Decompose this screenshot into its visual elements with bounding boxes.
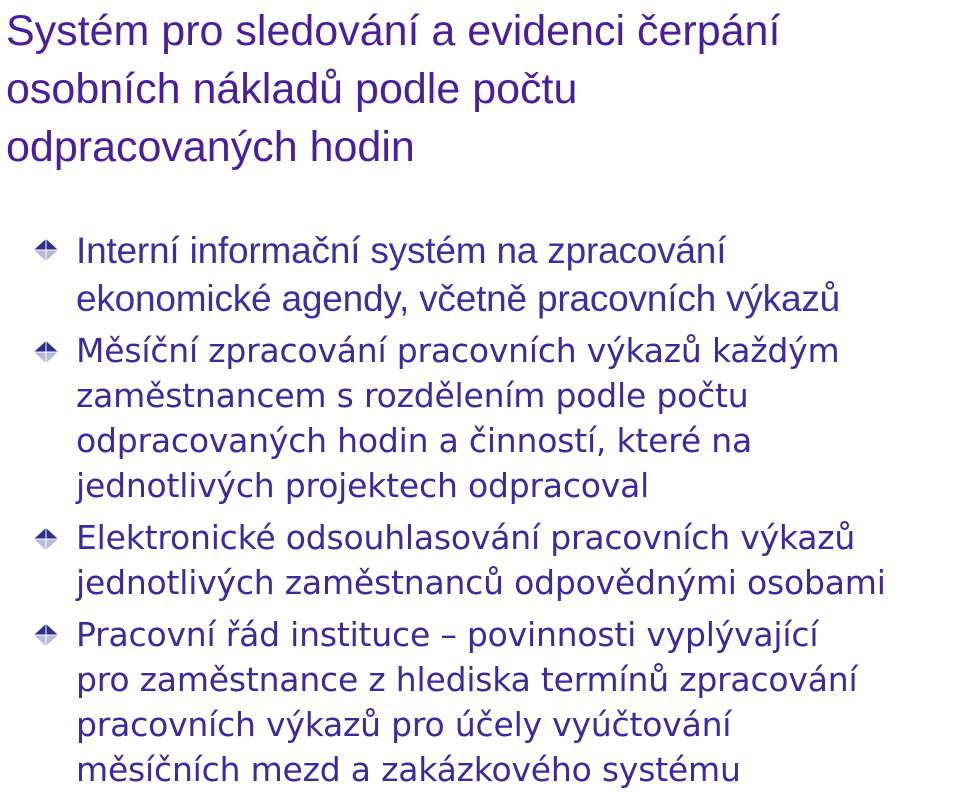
diamond-bullet-icon [33, 527, 59, 551]
bullet-text [76, 515, 886, 605]
bullet-line: pracovních výkazů pro účely vyúčtování [76, 705, 732, 744]
slide-title [6, 2, 946, 176]
bullet-line: jednotlivých zaměstnanců odpovědnými osobami [76, 563, 886, 602]
bullet-line: měsíčních mezd a zakázkového systému [76, 750, 741, 789]
bullet-line: jednotlivých projektech odpracoval [76, 466, 650, 505]
bullet-line: odpracovaných hodin a činností, které na [76, 421, 753, 460]
title-line-1: Systém pro sledování a evidenci čerpání [6, 7, 781, 55]
title-line-2: osobních nákladů podle počtu [6, 65, 578, 113]
bullet-line: Interní informační systém na zpracování [76, 230, 727, 271]
bullet-line: zaměstnancem s rozdělením podle počtu [76, 376, 749, 415]
title-line-3: odpracovaných hodin [6, 123, 415, 171]
diamond-bullet-icon [33, 623, 59, 647]
diamond-bullet-icon [33, 238, 59, 262]
bullet-text [76, 227, 840, 323]
bullet-line: pro zaměstnance z hlediska termínů zpracování [76, 660, 858, 699]
diamond-bullet-icon [33, 340, 59, 364]
bullet-text [76, 328, 839, 508]
bullet-line: Elektronické odsouhlasování pracovních výkazů [76, 518, 856, 557]
bullet-text [76, 612, 857, 792]
bullet-line: Pracovní řád instituce – povinnosti vyplývající [76, 615, 819, 654]
bullet-line: ekonomické agendy, včetně pracovních výkazů [76, 278, 841, 319]
bullet-line: Měsíční zpracování pracovních výkazů každým [76, 331, 840, 370]
